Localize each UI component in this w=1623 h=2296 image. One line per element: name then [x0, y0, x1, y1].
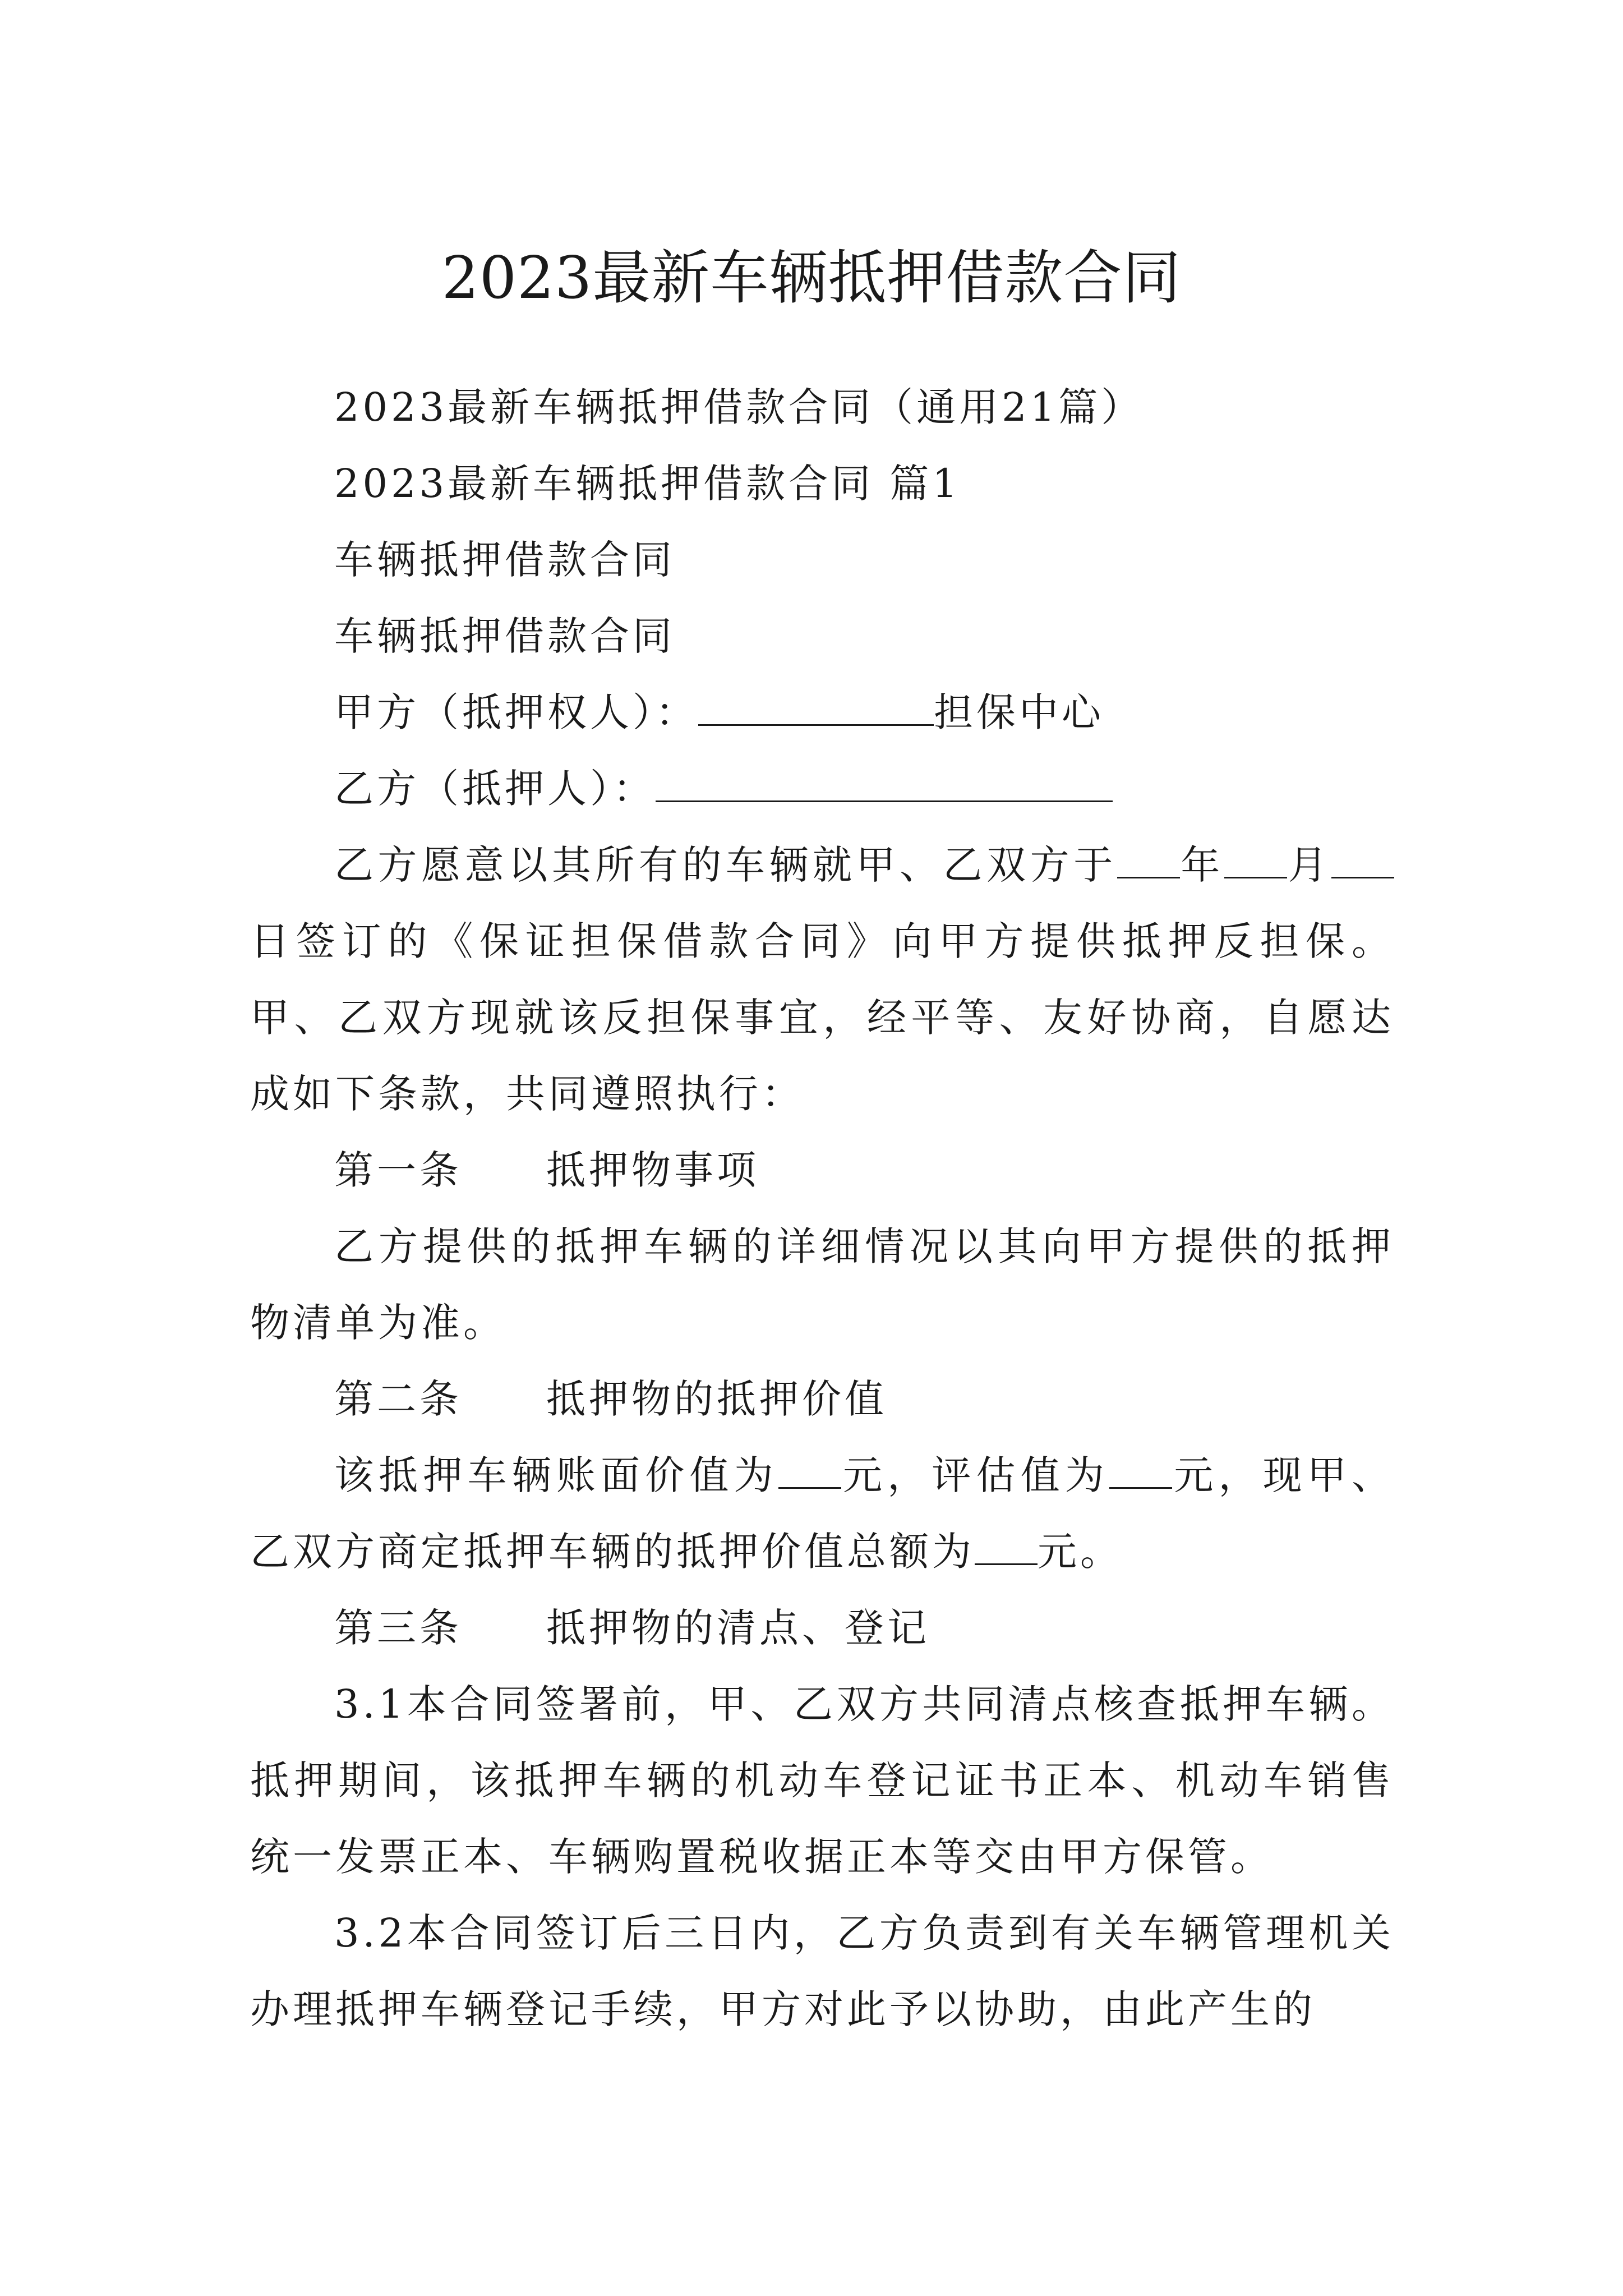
- article-title: 抵押物的清点、登记: [546, 1605, 930, 1651]
- party-a-suffix: 担保中心: [934, 689, 1104, 735]
- article-text: [250, 1437, 1394, 1590]
- contract-name: 车辆抵押借款合同: [334, 613, 675, 659]
- document-body: [250, 369, 1394, 2047]
- article-text-part: 该抵押车辆账面价值为: [334, 1452, 778, 1498]
- book-value-blank: [778, 1448, 841, 1489]
- article-text-part: 元。: [1038, 1529, 1123, 1575]
- day-blank: [1331, 838, 1394, 878]
- party-a-line: [250, 674, 1394, 751]
- article-text: 乙方提供的抵押车辆的详细情况以其向甲方提供的抵押物清单为准。: [250, 1223, 1394, 1346]
- article-heading: [250, 1590, 1394, 1666]
- total-value-blank: [975, 1524, 1038, 1565]
- party-a-blank: [698, 685, 934, 726]
- party-a-label: 甲方（抵押权人）：: [334, 689, 698, 735]
- appraisal-blank: [1109, 1448, 1172, 1489]
- piece-heading: 2023最新车辆抵押借款合同 篇1: [334, 461, 961, 507]
- intro-text: 日签订的《保证担保借款合同》向甲方提供抵押反担保。甲、乙双方现就该反担保事宜，经平等、友好协商，自愿达成如下条款，共同遵照执行：: [250, 918, 1394, 1117]
- month-blank: [1224, 838, 1287, 878]
- month-label: 月: [1287, 842, 1332, 888]
- intro-paragraph: [250, 827, 1394, 1132]
- article-number: 第三条: [334, 1605, 462, 1651]
- clause-text: 3.1本合同签署前，甲、乙双方共同清点核查抵押车辆。抵押期间，该抵押车辆的机动车登记证书正本、机动车销售统一发票正本、车辆购置税收据正本等交由甲方保管。: [250, 1681, 1394, 1880]
- article-number: 第二条: [334, 1376, 462, 1422]
- year-label: 年: [1179, 842, 1224, 888]
- article-text-part: 元，现甲、乙双方商定抵押车辆的抵押价值总额为: [250, 1452, 1395, 1575]
- article-heading: [250, 1361, 1394, 1437]
- party-b-line: [250, 751, 1394, 827]
- article-number: 第一条: [334, 1147, 462, 1193]
- contract-name: 车辆抵押借款合同: [334, 537, 675, 583]
- document-title: 2023最新车辆抵押借款合同: [441, 243, 1182, 312]
- year-blank: [1117, 838, 1180, 878]
- article-title: 抵押物的抵押价值: [546, 1376, 887, 1422]
- collection-title: 2023最新车辆抵押借款合同（通用21篇）: [334, 384, 1144, 430]
- article-text-part: 元，评估值为: [841, 1452, 1110, 1498]
- article-heading: [250, 1132, 1394, 1208]
- article-title: 抵押物事项: [546, 1147, 759, 1193]
- party-b-label: 乙方（抵押人）：: [334, 766, 656, 812]
- party-b-blank: [656, 761, 1113, 802]
- clause-text: 3.2本合同签订后三日内，乙方负责到有关车辆管理机关办理抵押车辆登记手续，甲方对此予以协助，由此产生的: [250, 1910, 1394, 2032]
- intro-text: 乙方愿意以其所有的车辆就甲、乙双方于: [334, 842, 1117, 888]
